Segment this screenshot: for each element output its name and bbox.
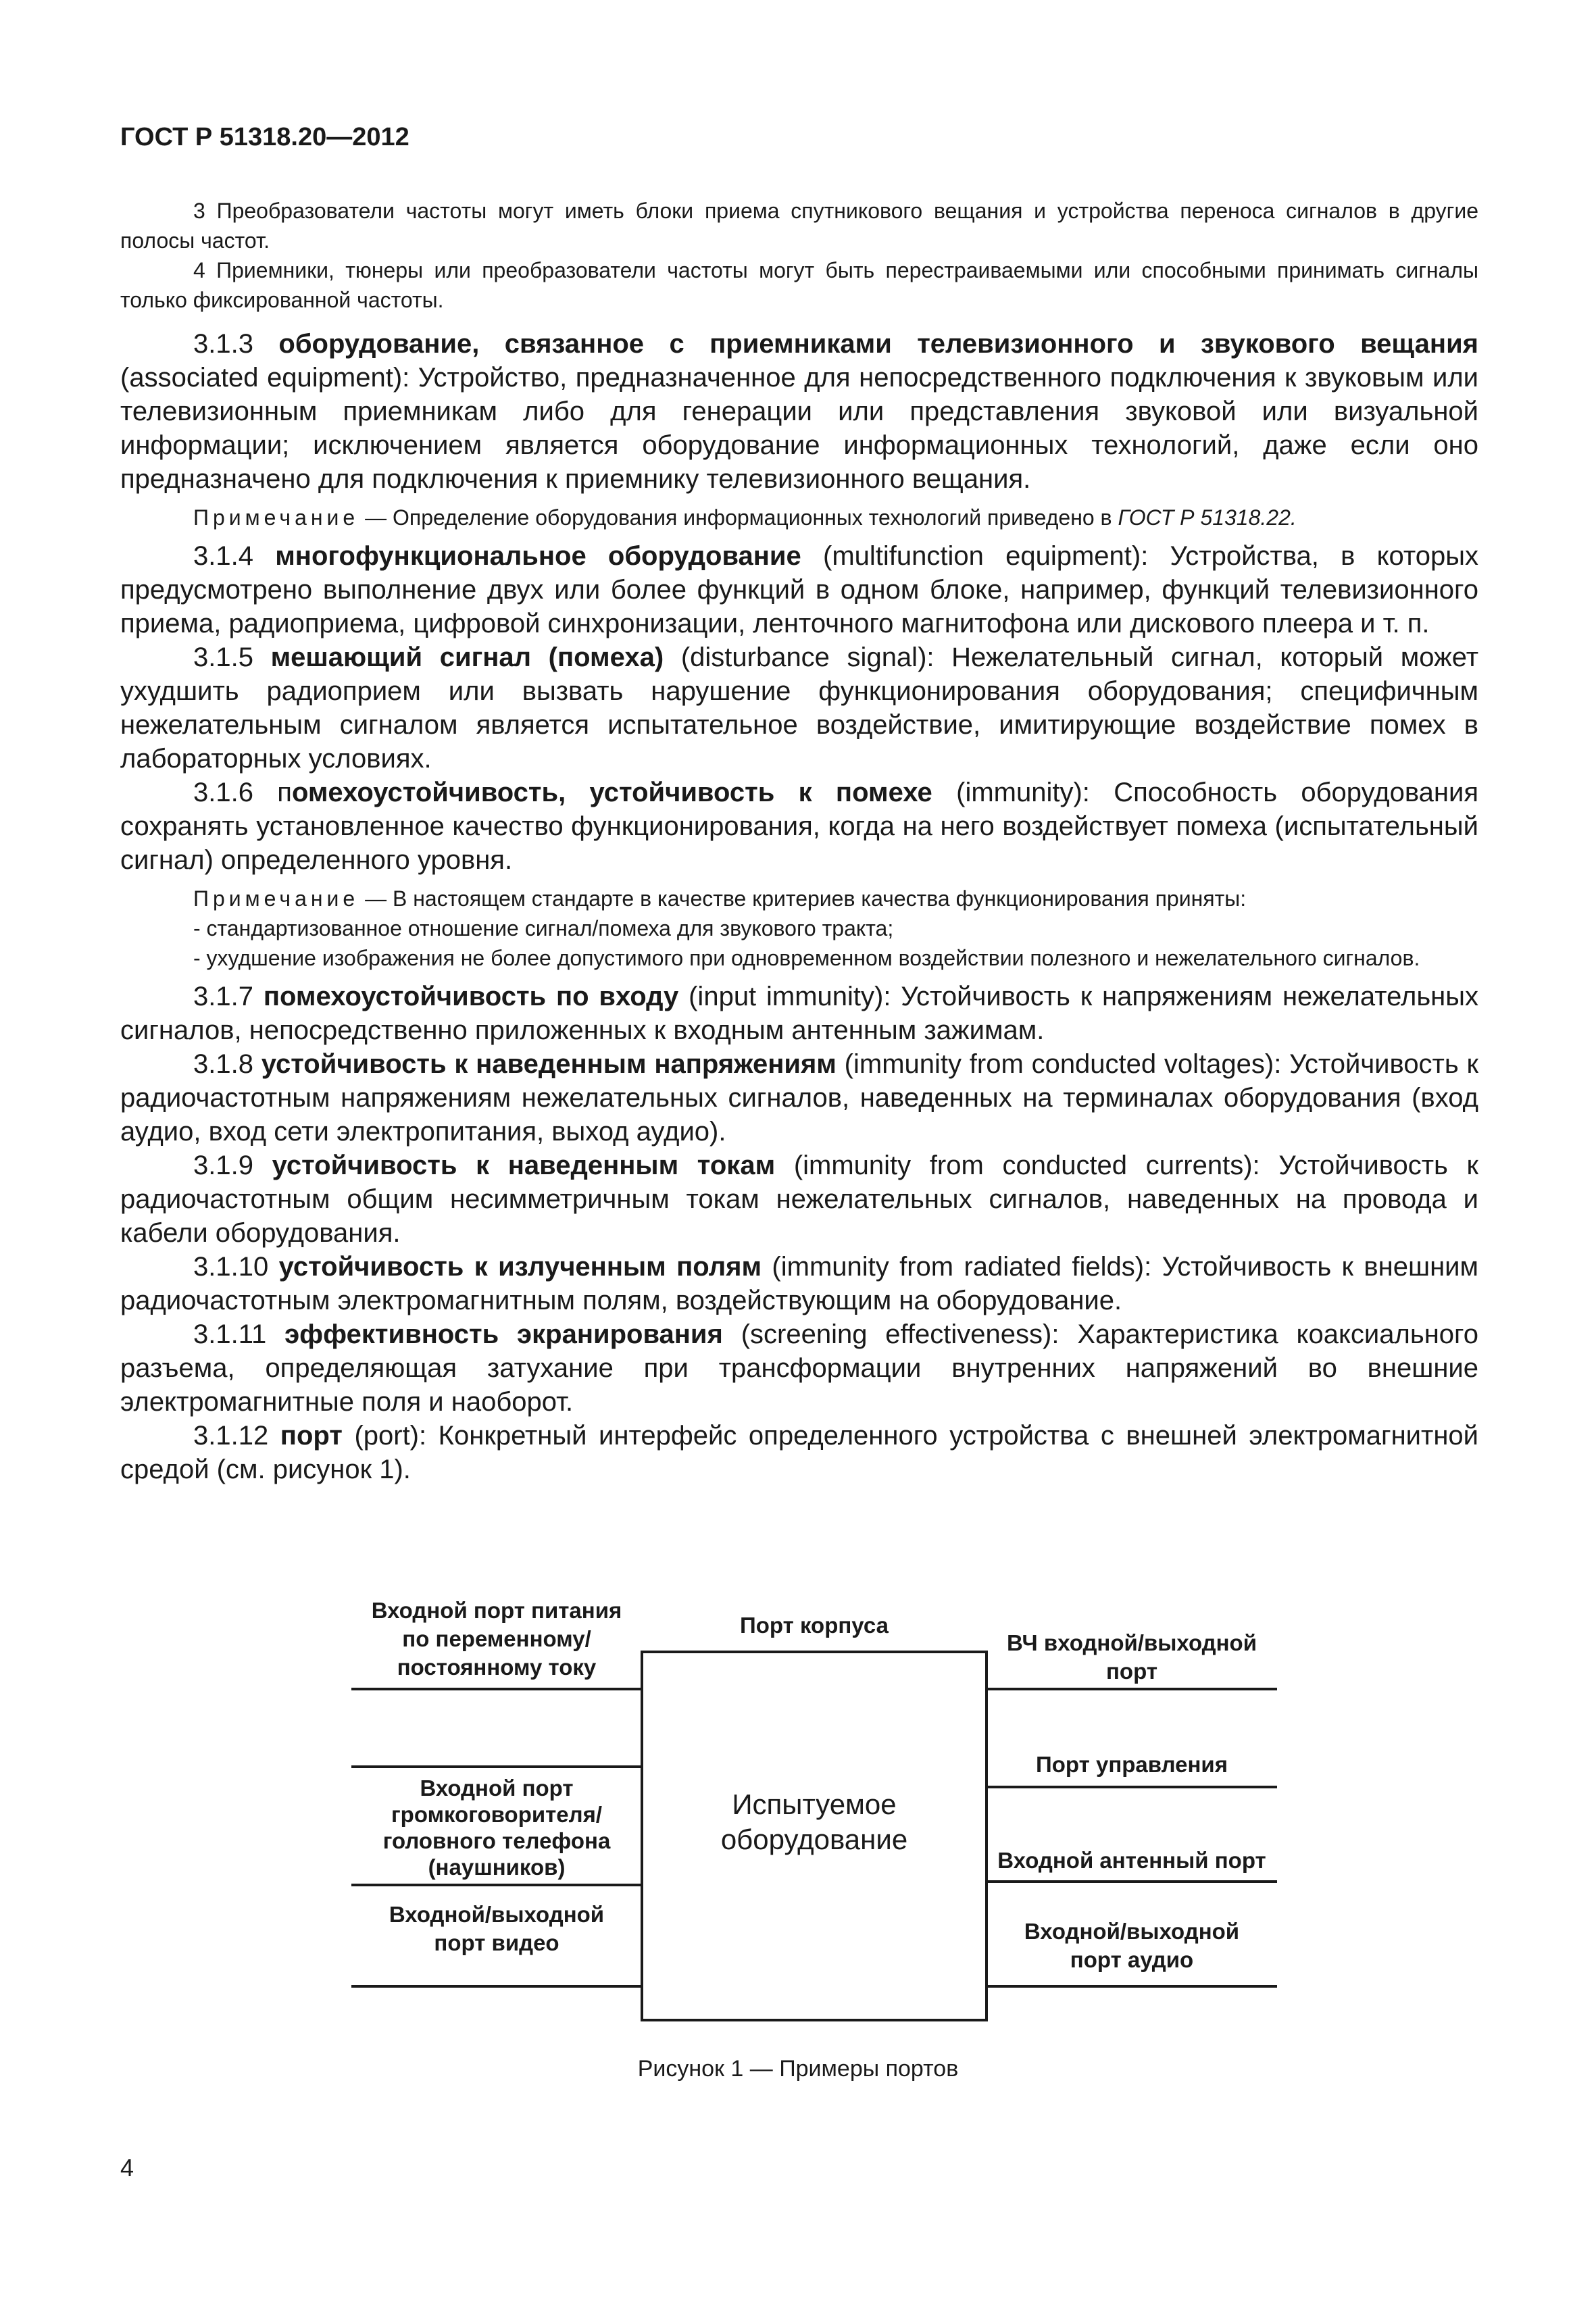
definition-text: (immunity from conducted voltages): Устойчивость к радиочастотным напряжениям нежелательных сигналов, наведенных на терминалах оборудования (вход аудио, вход сети электропитания, выход аудио). — [120, 1049, 1478, 1147]
definition-3-1-9 — [120, 1149, 1478, 1250]
note-label: Примечание — [193, 505, 359, 530]
note-list-item: - ухудшение изображения не более допустимого при одновременном воздействии полезного и нежелательного сигналов. — [193, 946, 1420, 970]
definition-text: (input immunity): Устойчивость к напряжениям нежелательных сигналов, непосредственно приложенных к входным антенным зажимам. — [120, 982, 1479, 1045]
term: устойчивость к наведенным напряжениям — [261, 1049, 837, 1079]
note-text: — В настоящем стандарте в качестве критериев качества функционирования приняты: — [359, 886, 1247, 911]
definition-3-1-12 — [120, 1419, 1478, 1486]
definition-3-1-7 — [120, 980, 1478, 1047]
term: многофункциональное оборудование — [275, 541, 801, 571]
definition-3-1-4 — [120, 539, 1478, 640]
ports-diagram-svg — [338, 1591, 1284, 2030]
definition-3-1-11 — [120, 1317, 1478, 1419]
label-antenna-port: Входной антенный порт — [997, 1848, 1266, 1873]
item-number: 3.1.10 — [193, 1252, 279, 1282]
definition-text: (screening effectiveness): Характеристика коаксиального разъема, определяющая затухание при трансформации внутренних напряжений во внешние электромагнитные поля и наоборот. — [120, 1319, 1478, 1417]
item-number: 3.1.12 — [193, 1421, 280, 1451]
ports-diagram — [338, 1591, 1284, 2030]
definition-text: (multifunction equipment): Устройства, в которых предусмотрено выполнение двух или более функций в одном блоке, например, функций телевизионного приема, радиоприема, цифровой синхронизации, ленточного магнитофона или дискового плеера и т. п. — [120, 541, 1479, 638]
note-label: Примечание — [193, 886, 359, 911]
item-number: 3.1.11 — [193, 1319, 285, 1349]
definition-3-1-10 — [120, 1250, 1478, 1317]
label-speaker-port: (наушников) — [428, 1855, 566, 1880]
definition-3-1-3 — [120, 327, 1478, 496]
figure-caption: Рисунок 1 — Примеры портов — [637, 2056, 959, 2082]
item-number: 3.1.3 — [193, 329, 279, 359]
label-speaker-port: головного телефона — [382, 1828, 611, 1853]
label-power-port: постоянному току — [397, 1655, 597, 1680]
item-number: 3.1.8 — [193, 1049, 261, 1079]
label-video-port: порт видео — [434, 1930, 559, 1955]
body-text — [120, 196, 1478, 1486]
label-power-port: по переменному/ — [402, 1626, 591, 1651]
label-enclosure-port: Порт корпуса — [740, 1613, 889, 1638]
note-4: 4 Приемники, тюнеры или преобразователи частоты могут быть перестраиваемыми или способными принимать сигналы только фиксированной частоты. — [120, 258, 1478, 312]
definition-text: (immunity): Способность оборудования сохранять установленное качество функционирования, когда на него воздействует помеха (испытательный сигнал) определенного уровня. — [120, 778, 1478, 875]
label-speaker-port: громкоговорителя/ — [391, 1802, 603, 1827]
note-text: — Определение оборудования информационных технологий приведено в — [359, 505, 1118, 530]
item-number: 3.1.5 — [193, 643, 271, 672]
label-eut-line2: оборудование — [720, 1823, 908, 1855]
note-quality-criteria — [120, 884, 1478, 913]
term: помехоустойчивость по входу — [263, 982, 679, 1011]
definition-text: (immunity from conducted currents): Устойчивость к радиочастотным общим несимметричным токам нежелательных сигналов, наведенных на провода и кабели оборудования. — [120, 1151, 1479, 1248]
item-number: 3.1.9 — [193, 1151, 272, 1180]
label-power-port: Входной порт питания — [371, 1598, 622, 1623]
label-eut-line1: Испытуемое — [732, 1788, 897, 1820]
definition-text: (associated equipment): Устройство, предназначенное для непосредственного подключения к звуковым или телевизионным приемникам либо для генерации или представления звуковой или визуальной информации; исключением является оборудование информационных технологий, даже если оно предназначено для подключения к приемнику телевизионного вещания. — [120, 363, 1478, 494]
label-rf-port: ВЧ входной/выходной — [1006, 1630, 1257, 1655]
label-video-port: Входной/выходной — [389, 1902, 605, 1927]
label-audio-port: порт аудио — [1070, 1947, 1194, 1972]
item-number: 3.1.4 — [193, 541, 276, 571]
note-3: 3 Преобразователи частоты могут иметь блоки приема спутникового вещания и устройства переноса сигналов в другие полосы частот. — [120, 199, 1478, 253]
definition-text: (immunity from radiated fields): Устойчивость к внешним радиочастотным электромагнитным полям, воздействующим на оборудование. — [120, 1252, 1478, 1315]
label-audio-port: Входной/выходной — [1024, 1919, 1240, 1944]
definition-3-1-6 — [120, 776, 1478, 877]
term: устойчивость к наведенным токам — [272, 1151, 776, 1180]
definition-text: (disturbance signal): Нежелательный сигнал, который может ухудшить радиоприем или вызвать нарушение функционирования оборудования; специфичным нежелательным сигналом является испытательное воздействие, имитирующие воздействие помех в лабораторных условиях. — [120, 643, 1479, 774]
term: оборудование, связанное с приемниками телевизионного и звукового вещания — [278, 329, 1478, 359]
note-list-item: - стандартизованное отношение сигнал/помеха для звукового тракта; — [193, 916, 894, 940]
label-speaker-port: Входной порт — [420, 1776, 574, 1801]
definition-3-1-5 — [120, 640, 1478, 776]
term: устойчивость к излученным полям — [278, 1252, 762, 1282]
note-reference: ГОСТ Р 51318.22. — [1118, 505, 1297, 530]
term: омехоустойчивость, устойчивость к помехе — [291, 778, 932, 807]
definition-text: (port): Конкретный интерфейс определенного устройства с внешней электромагнитной средой (см. рисунок 1). — [120, 1421, 1478, 1484]
document-header: ГОСТ Р 51318.20—2012 — [120, 123, 409, 151]
item-number: 3.1.6 п — [193, 778, 292, 807]
term: мешающий сигнал (помеха) — [270, 643, 664, 672]
note-it-definition — [120, 503, 1478, 532]
label-rf-port: порт — [1106, 1659, 1157, 1684]
term: порт — [280, 1421, 343, 1451]
label-control-port: Порт управления — [1036, 1752, 1228, 1777]
item-number: 3.1.7 — [193, 982, 264, 1011]
definition-3-1-8 — [120, 1047, 1478, 1149]
term: эффективность экранирования — [284, 1319, 723, 1349]
page-number: 4 — [120, 2154, 134, 2182]
